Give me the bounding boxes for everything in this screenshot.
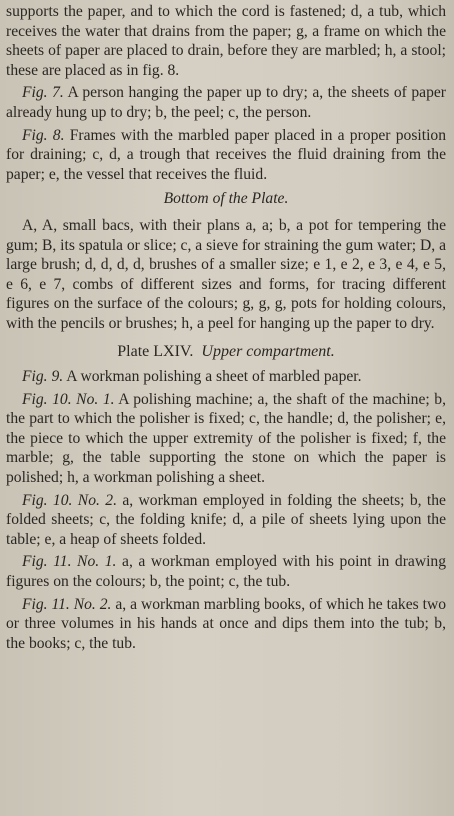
paragraph-fig11-no2: Fig. 11. No. 2. a, a workman marbling books, of which he takes two or three volumes in his hands at once and dips them into the tub; b, the books; c, the tub. xyxy=(6,595,447,652)
paragraph-fig11-no1: Fig. 11. No. 1. a, a workman employed with his point in drawing figures on the colours; b, the point; c, the tub. xyxy=(6,553,447,591)
paragraph-fig10-no1: Fig. 10. No. 1. A polishing machine; a, the shaft of the machine; b, the part to which the polisher is fixed; c, the handle; d, the polisher; e, the piece to which the upper extremity of the polisher is fixed; f, the marble; g, the table supporting the stone on which the paper is polished; h, a workman polishing a sheet. xyxy=(6,390,446,487)
paragraph-fig10-no2: Fig. 10. No. 2. a, workman employed in folding the sheets; b, the folded sheets; c, the folding knife; d, a pile of sheets lying upon the table; e, a heap of sheets folded. xyxy=(6,491,446,548)
heading-bottom-of-plate: Bottom of the Plate. xyxy=(163,190,289,208)
paragraph-fig7: Fig. 7. A person hanging the paper up to dry; a, the sheets of paper already hung up to dry; b, the peel; c, the person. xyxy=(6,84,446,121)
heading-plate-lxiv: Plate LXIV. Upper compartment. xyxy=(117,342,335,360)
paragraph-bottom-plate: A, A, small bacs, with their plans a, a; b, a pot for tempering the gum; B, its spatula or slice; c, a sieve for straining the gum water; D, a large brush; d, d, d, d, brushes of a smaller size; e 1, e 2, e 3, e 4, e 5, e 6, e 7, combs of different sizes and forms, for tracing different figures on the surface of the colours; g, g, g, pots for holding colours, with the pencils or brushes; h, a peel for hanging up the paper to dry. xyxy=(6,216,446,332)
paragraph-continuation: supports the paper, and to which the cord is fastened; d, a tub, which receives the water that drains from the paper; g, a frame on which the sheets of paper are placed to drain, before they are marbled; h, a stool; these are placed as in fig. 8. xyxy=(6,3,446,79)
paragraph-fig9: Fig. 9. A workman polishing a sheet of marbled paper. xyxy=(22,368,362,386)
paragraph-fig8: Fig. 8. Frames with the marbled paper placed in a proper position for draining; c, d, a trough that receives the fluid draining from the paper; e, the vessel that receives the fluid. xyxy=(6,126,446,183)
